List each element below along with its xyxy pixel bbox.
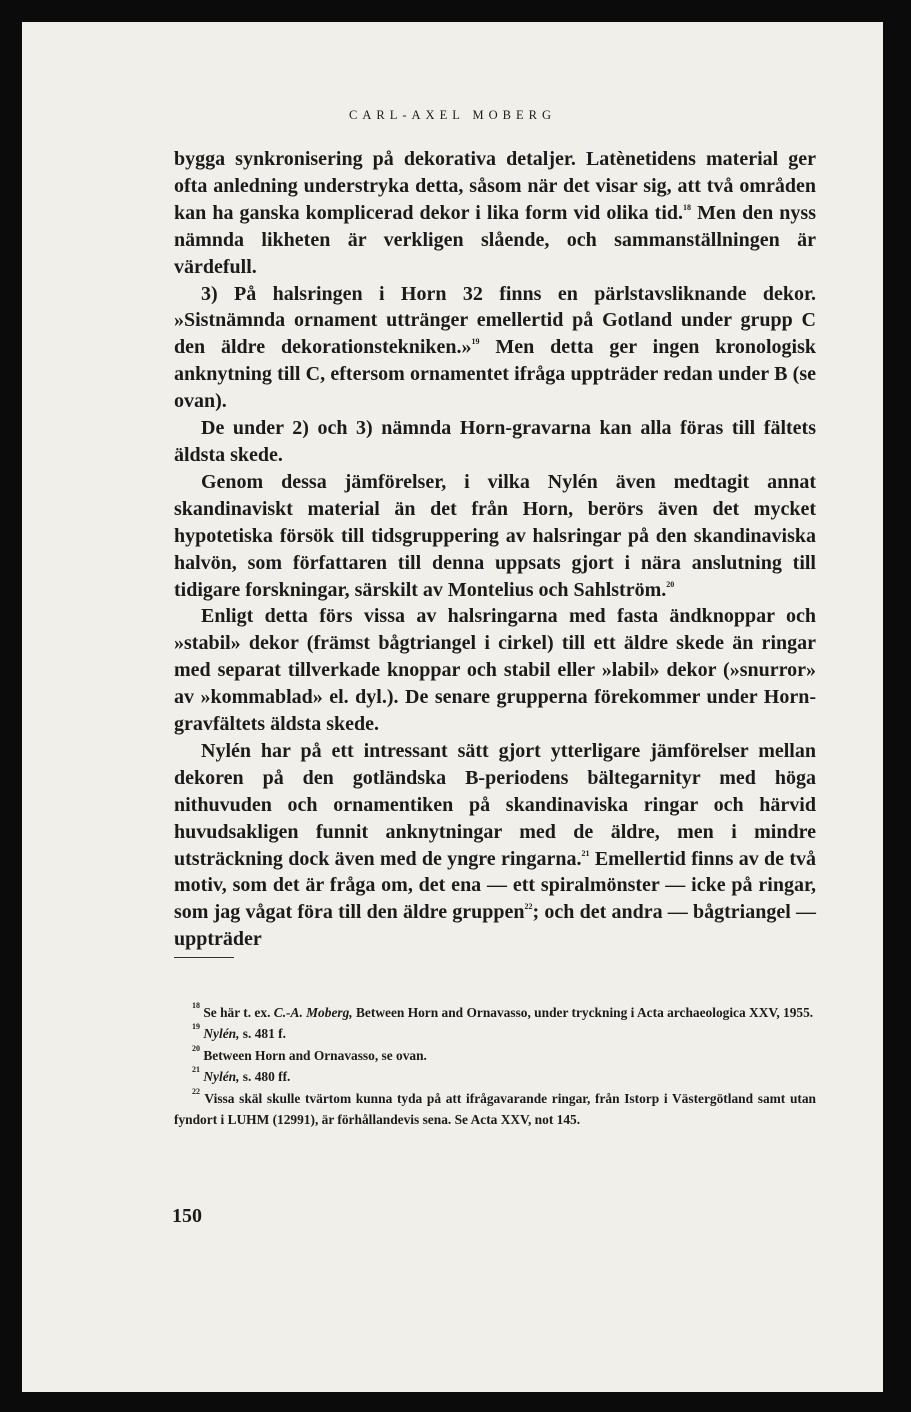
footnote-22 [174,1088,816,1131]
text: ; och det andra — bågtriangel — uppträder [174,901,816,951]
author: Nylén, [203,1069,240,1085]
author: C.-A. Moberg, [273,1005,353,1020]
footnote-rule [174,957,234,958]
text: Emellertid finns av de två motiv, som det är fråga om, det ena — ett spiralmönster — icke på ringar, som jag vågat föra till den äldre gruppen [174,847,816,924]
footnote-ref: 19 [471,337,480,347]
text: s. 481 f. [239,1026,286,1042]
footnote-number: 22 [192,1086,200,1096]
book-page [22,22,883,1392]
text: Vissa skäl skulle tvärtom kunna tyda på att ifrågavarande ringar, från Istorp i Västergötland samt utan fyndort i LUHM (12991), är förhållandevis sena. Se Acta XXV, not 145. [174,1090,816,1128]
footnotes [174,1002,816,1130]
footnote-number: 18 [192,1001,200,1010]
footnote-ref: 18 [683,202,692,212]
author: Nylén, [203,1026,240,1042]
footnote-ref: 20 [666,579,675,589]
footnote-18 [174,1002,816,1023]
text: Between Horn and Ornavasso, se ovan. [200,1047,427,1063]
footnote-number: 21 [192,1065,200,1075]
paragraph-4 [174,469,816,604]
footnote-21 [174,1066,816,1087]
page-number: 150 [172,1205,202,1227]
footnote-number: 20 [192,1043,200,1053]
paragraph-1 [174,146,816,281]
text: Nylén har på ett intressant sätt gjort ytterligare jämförelser mellan dekoren på den gotländska B-periodens bältegarnityr med höga nithuvuden och ornamentiken på skandinaviska ringar och härvid huvudsakligen funnit anknytningar med de äldre, men i mindre utsträckning dock även med de yngre ringarna. [174,739,816,870]
text: s. 480 ff. [239,1069,291,1085]
text: Between Horn and Ornavasso, under tryckning i Acta archaeologica XXV, 1955. [352,1005,814,1020]
text: Men den nyss nämnda likheten är verkligen slående, och sammanställningen är värdefull. [174,201,816,278]
text: 3) På halsringen i Horn 32 finns en pärlstavsliknande dekor. »Sistnämnda ornament uttränger emellertid på Gotland under grupp C den äldre dekorationstekniken.» [174,282,816,359]
footnote-number: 19 [192,1022,200,1032]
paragraph-5: Enligt detta förs vissa av halsringarna med fasta ändknoppar och »stabil» dekor (främst bågtriangel i cirkel) till ett äldre skede än ringar med separat tillverkade knoppar och stabil eller »labil» dekor (»snurror» av »kommablad» el. dyl.). De senare grupperna förekommer under Horn-gravfältets äldsta skede. [174,605,816,736]
text: Men detta ger ingen kronologisk anknytning till C, eftersom ornamentet ifråga uppträder redan under B (se ovan). [174,336,816,413]
body-text [174,146,816,958]
footnote-ref: 22 [524,902,533,912]
text: Genom dessa jämförelser, i vilka Nylén även medtagit annat skandinaviskt material än det från Horn, berörs även det mycket hypotetiska försök till tidsgruppering av halsringar på den skandinaviska halvön, som författaren till denna uppsats gjort i nära anslutning till tidigare forskningar, särskilt av Montelius och Sahlström. [174,470,816,601]
footnote-19 [174,1023,816,1044]
footnote-ref: 21 [581,848,590,858]
paragraph-2 [174,281,816,416]
paragraph-6 [174,738,816,953]
text: bygga synkronisering på dekorativa detaljer. Latènetidens material ger ofta anledning understryka detta, såsom när det visar sig, att två områden kan ha ganska komplicerad dekor i lika form vid olika tid. [174,148,816,224]
running-header: CARL-AXEL MOBERG [349,108,556,122]
footnote-20 [174,1045,816,1066]
text: Se här t. ex. [200,1005,274,1020]
paragraph-3: De under 2) och 3) nämnda Horn-gravarna kan alla föras till fältets äldsta skede. [174,417,816,466]
